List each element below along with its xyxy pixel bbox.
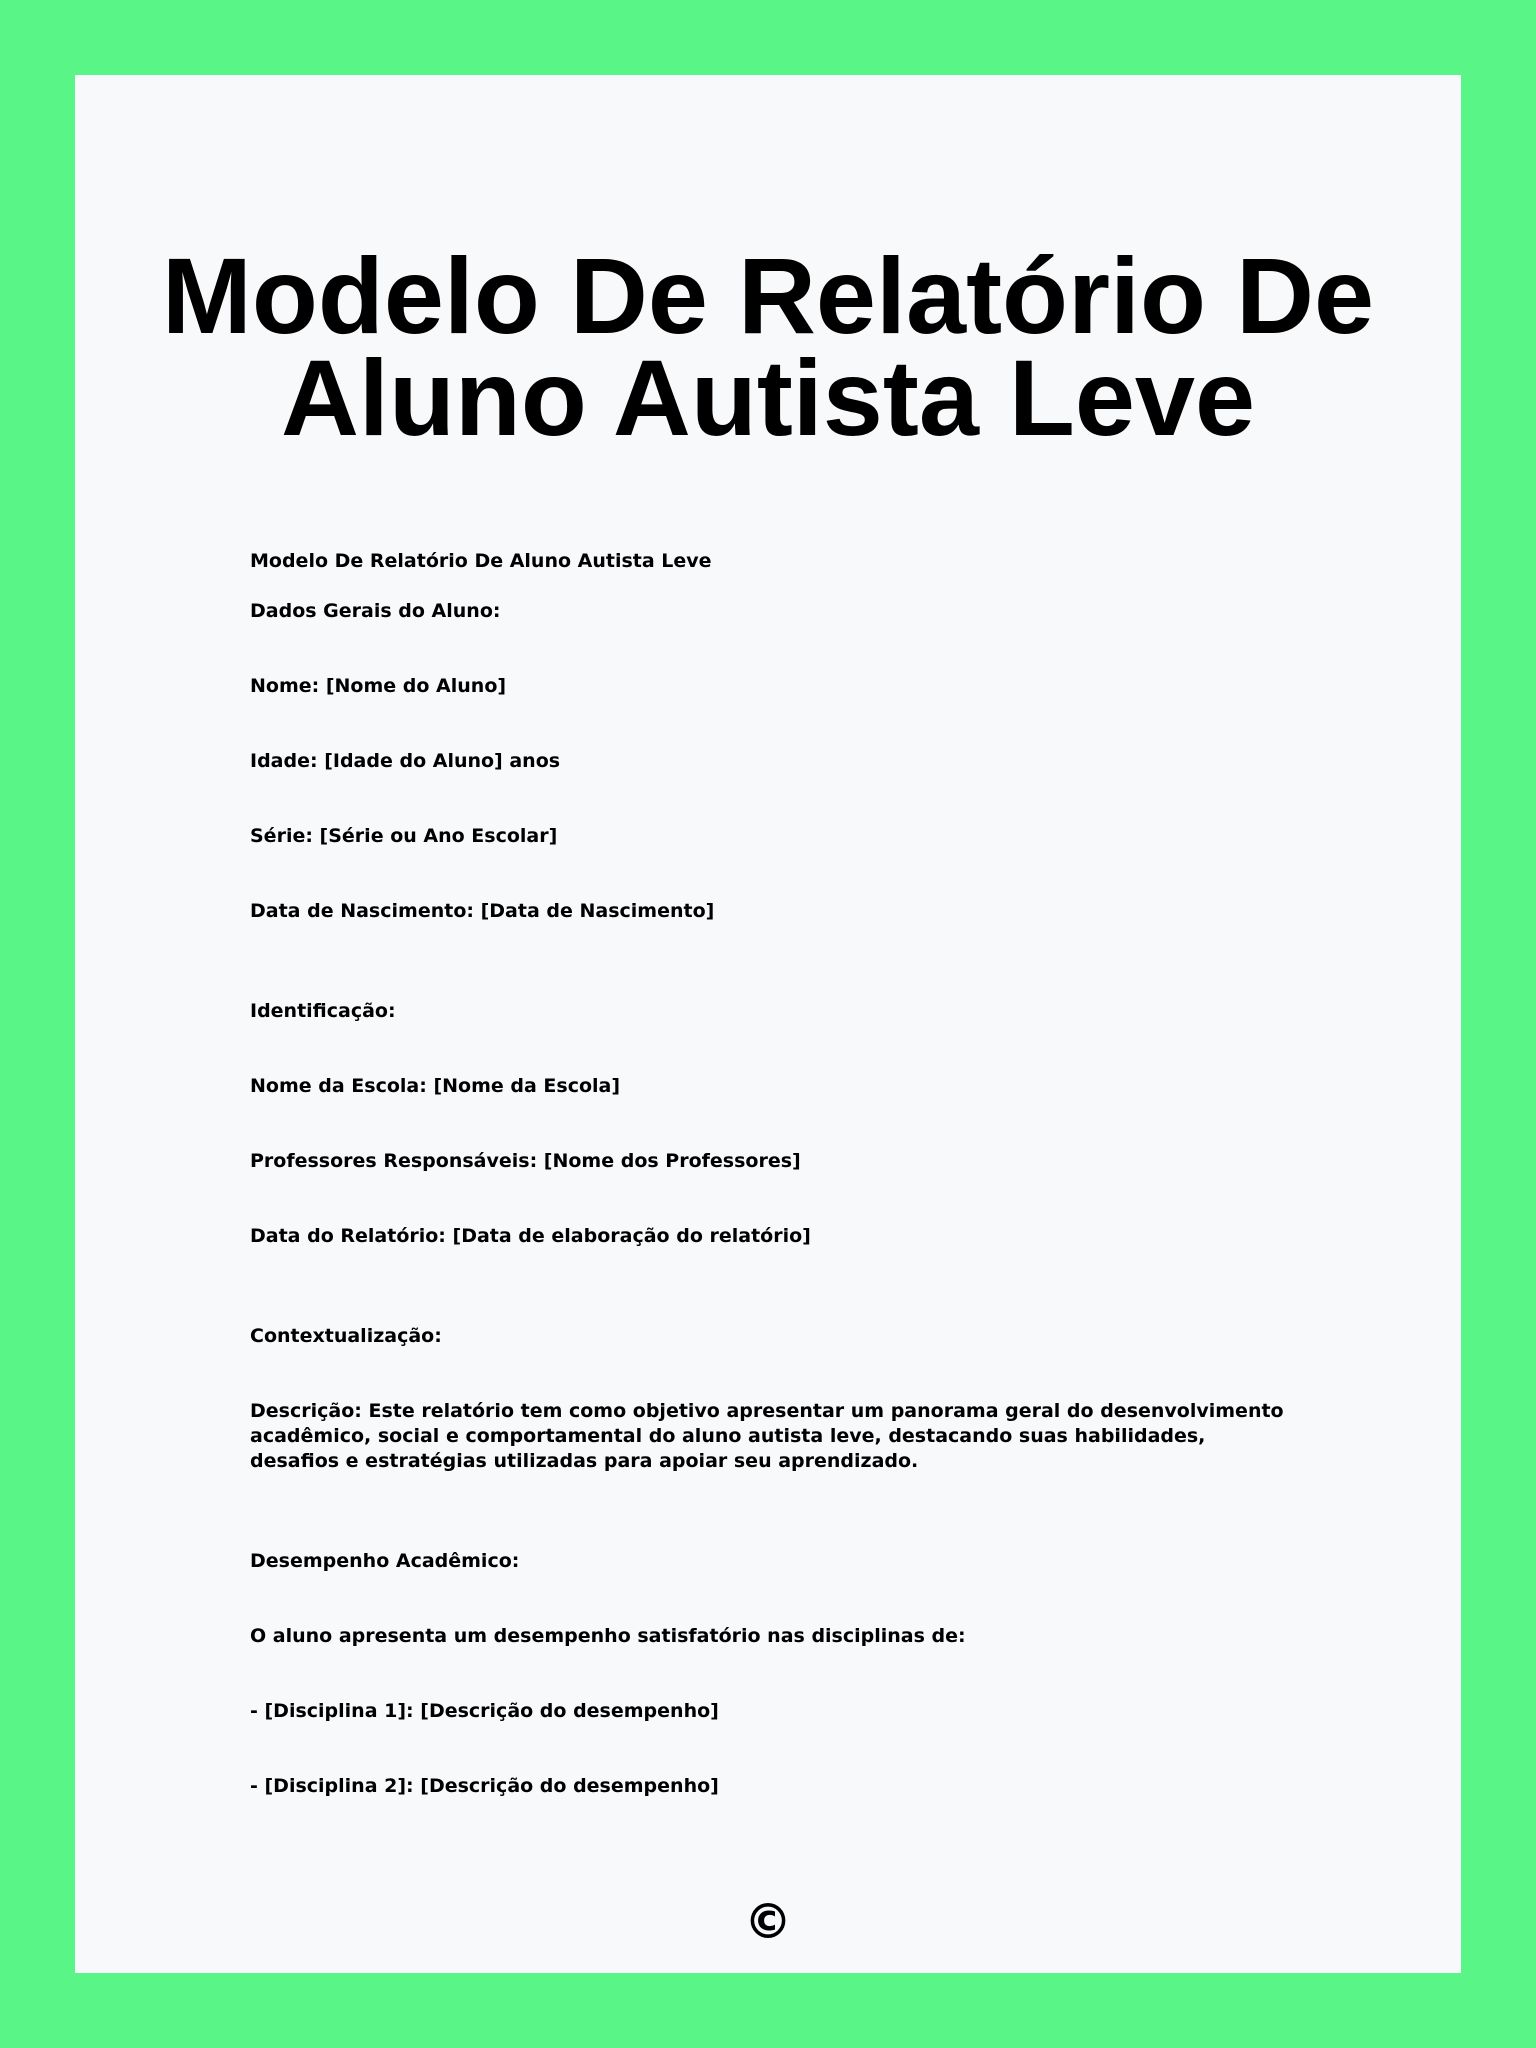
field-serie: Série: [Série ou Ano Escolar] <box>250 825 558 847</box>
section-heading-desempenho: Desempenho Acadêmico: <box>250 1550 520 1572</box>
section-heading-dados-gerais: Dados Gerais do Aluno: <box>250 600 501 622</box>
document-page <box>75 75 1461 1973</box>
paragraph-descricao: Descrição: Este relatório tem como objetivo apresentar um panorama geral do desenvolvimento acadêmico, social e comportamental do aluno autista leve, destacando suas habilidades, desafios e estratégias utilizadas para apoiar seu aprendizado. <box>250 1400 1284 1472</box>
section-heading-identificacao: Identificação: <box>250 1000 396 1022</box>
list-item-disciplina-1: - [Disciplina 1]: [Descrição do desempenho] <box>250 1700 719 1722</box>
field-professores: Professores Responsáveis: [Nome dos Professores] <box>250 1150 801 1172</box>
field-nome-escola: Nome da Escola: [Nome da Escola] <box>250 1075 621 1097</box>
title-line-2: Aluno Autista Leve <box>280 337 1256 458</box>
field-data-nascimento: Data de Nascimento: [Data de Nascimento] <box>250 900 715 922</box>
document-title <box>75 235 1461 458</box>
subtitle-line: Modelo De Relatório De Aluno Autista Leve <box>250 550 712 572</box>
copyright-icon: © <box>744 1894 792 1950</box>
field-idade: Idade: [Idade do Aluno] anos <box>250 750 561 772</box>
list-item-disciplina-2: - [Disciplina 2]: [Descrição do desempenho] <box>250 1775 719 1797</box>
title-line-1: Modelo De Relatório De <box>161 235 1375 356</box>
field-data-relatorio: Data do Relatório: [Data de elaboração do relatório] <box>250 1225 811 1247</box>
paragraph-desempenho: O aluno apresenta um desempenho satisfatório nas disciplinas de: <box>250 1625 966 1647</box>
section-heading-contextualizacao: Contextualização: <box>250 1325 442 1347</box>
field-nome: Nome: [Nome do Aluno] <box>250 675 507 697</box>
